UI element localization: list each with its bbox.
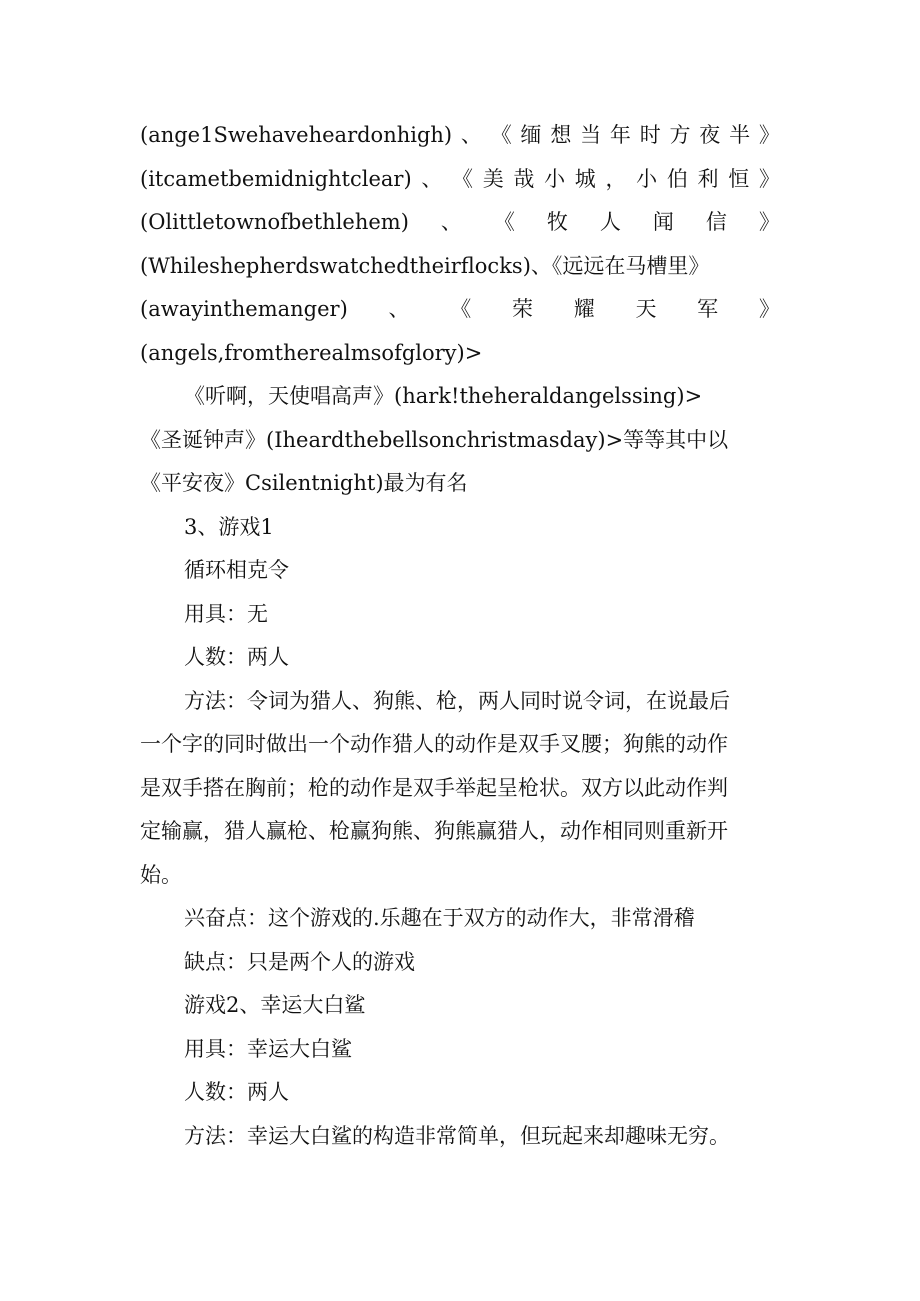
text-line: (angels,fromtherealmsofglory)>	[140, 340, 483, 365]
text-line: (Whileshepherdswatchedtheirflocks)、《远远在马槽里》	[140, 253, 710, 278]
text-line: (itcametbemidnightclear) 、 《 美 哉 小 城 ， 小 伯 利 恒 》	[140, 166, 780, 191]
text-line: (ange1Swehaveheardonhigh) 、 《 缅 想 当 年 时 方 夜 半 》	[140, 123, 780, 147]
text-line: 游戏2、幸运大白鲨	[184, 993, 366, 1017]
text-line: 用具：幸运大白鲨	[184, 1036, 352, 1061]
text-line: 用具：无	[184, 601, 268, 626]
text-line: 方法：幸运大白鲨的构造非常简单，但玩起来却趣味无穷。	[184, 1123, 730, 1148]
text-line: (Olittletownofbethlehem) 、 《 牧 人 闻 信 》	[140, 210, 780, 234]
text-line: 人数：两人	[184, 645, 289, 669]
text-line: 缺点：只是两个人的游戏	[184, 949, 415, 974]
text-line: 《圣诞钟声》(Iheardthebellsonchristmasday)>等等其中以	[140, 427, 729, 452]
text-line: 《平安夜》Csilentnight)最为有名	[140, 471, 468, 495]
text-line: 循环相克令	[184, 558, 289, 582]
text-line: 人数：两人	[184, 1080, 289, 1104]
text-line: 3、游戏1	[184, 514, 274, 539]
document-body	[140, 114, 780, 1158]
text-line: 一个字的同时做出一个动作猎人的动作是双手叉腰；狗熊的动作	[140, 732, 728, 756]
text-line: 《听啊，天使唱高声》(hark!theheraldangelssing)>	[184, 384, 703, 408]
text-line: 始。	[140, 862, 182, 887]
text-line: 兴奋点：这个游戏的.乐趣在于双方的动作大，非常滑稽	[184, 906, 695, 930]
text-line: (awayinthemanger) 、 《 荣 耀 天 军 》	[140, 297, 780, 321]
text-line: 定输赢，猎人赢枪、枪赢狗熊、狗熊赢猎人，动作相同则重新开	[140, 819, 728, 843]
text-line: 方法：令词为猎人、狗熊、枪，两人同时说令词，在说最后	[184, 688, 730, 713]
text-line: 是双手搭在胸前；枪的动作是双手举起呈枪状。双方以此动作判	[140, 775, 728, 800]
